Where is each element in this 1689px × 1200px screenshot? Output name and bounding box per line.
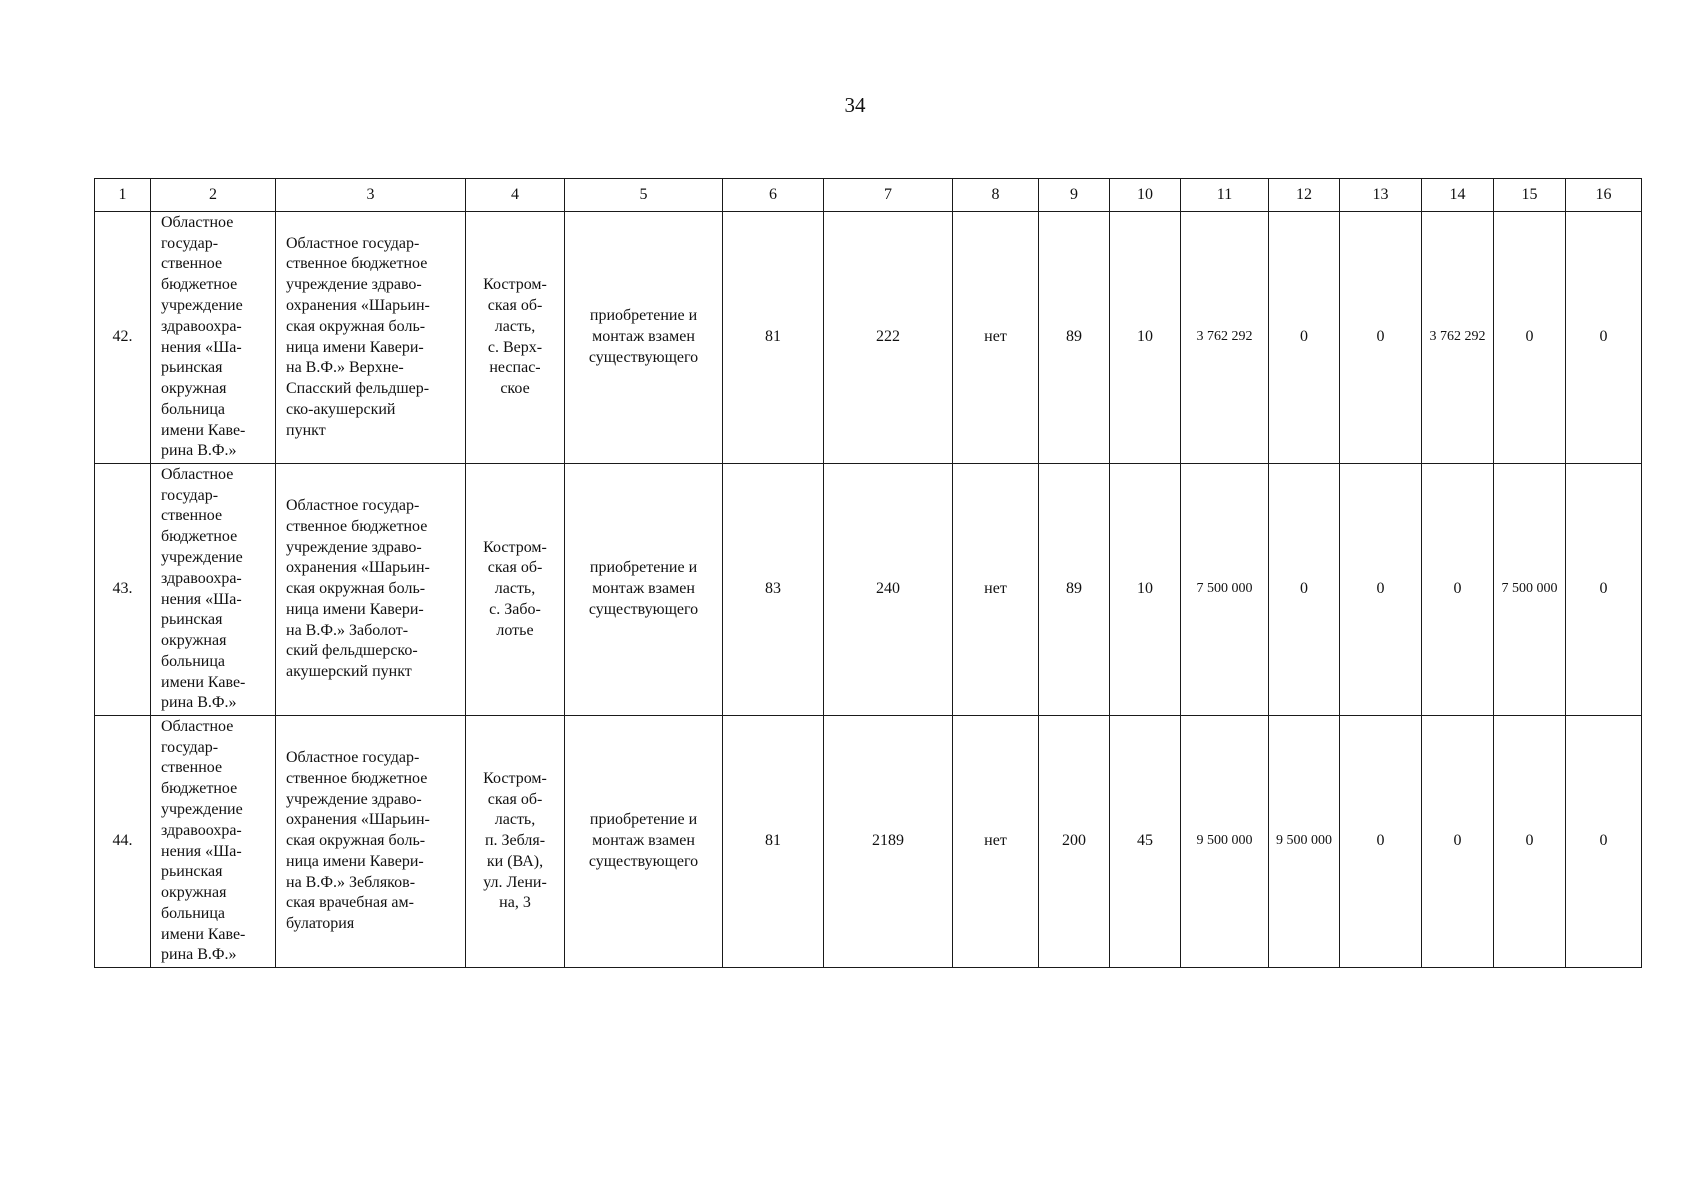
table-row	[95, 716, 1642, 968]
header-cell: 10	[1110, 179, 1181, 212]
amount-cell-14	[1422, 716, 1494, 968]
value-cell-9-text: 89	[1066, 328, 1082, 346]
address-cell	[466, 716, 565, 968]
organization-cell-text: Областное государ- ственное бюджетное учреждение здравоохра- нения «Ша- рьинская окружная больница имени Каве- рина В.Ф.»	[161, 213, 246, 460]
amount-cell-13-text: 0	[1376, 580, 1385, 598]
organization-cell-text: Областное государ- ственное бюджетное учреждение здравоохра- нения «Ша- рьинская окружная больница имени Каве- рина В.Ф.»	[161, 465, 246, 712]
header-cell: 13	[1340, 179, 1422, 212]
amount-cell-16-text: 0	[1599, 328, 1608, 346]
row-number-cell-text: 44.	[112, 832, 133, 850]
organization-cell	[151, 212, 276, 464]
action-cell	[565, 464, 723, 716]
table-row	[95, 464, 1642, 716]
amount-cell-16	[1566, 464, 1642, 716]
amount-cell-16	[1566, 212, 1642, 464]
value-cell-10	[1110, 212, 1181, 464]
value-cell-8	[953, 212, 1039, 464]
action-cell-text: приобретение и монтаж взамен существующего	[588, 307, 699, 366]
address-cell	[466, 464, 565, 716]
row-number-cell	[95, 716, 151, 968]
facility-cell	[276, 716, 466, 968]
organization-cell	[151, 716, 276, 968]
facility-cell-text: Областное государ- ственное бюджетное учреждение здраво- охранения «Шарьин- ская окружная боль- ница имени Кавери- на В.Ф.» Верхне- Спасский фельдшер- ско-акушерский пункт	[286, 234, 430, 439]
address-cell-text: Костром- ская об- ласть, с. Верх- неспас- ское	[483, 276, 547, 398]
value-cell-9-text: 200	[1062, 832, 1086, 850]
value-cell-6-text: 81	[765, 832, 781, 850]
address-cell-text: Костром- ская об- ласть, п. Зебля- ки (ВА), ул. Лени- на, 3	[483, 769, 547, 912]
header-cell: 9	[1039, 179, 1110, 212]
action-cell-text: приобретение и монтаж взамен существующего	[588, 811, 699, 870]
row-number-cell-text: 43.	[112, 580, 133, 598]
amount-cell-16-text: 0	[1599, 832, 1608, 850]
table-row	[95, 212, 1642, 464]
amount-cell-15	[1494, 212, 1566, 464]
row-number-cell	[95, 212, 151, 464]
organization-cell-text: Областное государ- ственное бюджетное учреждение здравоохра- нения «Ша- рьинская окружная больница имени Каве- рина В.Ф.»	[161, 717, 246, 964]
amount-cell-12	[1269, 716, 1340, 968]
value-cell-8	[953, 716, 1039, 968]
header-row	[95, 179, 1642, 212]
value-cell-10	[1110, 716, 1181, 968]
value-cell-6-text: 81	[765, 328, 781, 346]
header-cell: 4	[466, 179, 565, 212]
amount-cell-11-text: 9 500 000	[1196, 833, 1253, 849]
header-cell: 11	[1181, 179, 1269, 212]
page-number: 34	[844, 93, 866, 117]
row-number-cell-text: 42.	[112, 328, 133, 346]
value-cell-10-text: 45	[1137, 832, 1153, 850]
amount-cell-11	[1181, 212, 1269, 464]
value-cell-10-text: 10	[1137, 328, 1153, 346]
value-cell-8	[953, 464, 1039, 716]
value-cell-10	[1110, 464, 1181, 716]
value-cell-7	[824, 716, 953, 968]
value-cell-6-text: 83	[765, 580, 781, 598]
amount-cell-15	[1494, 464, 1566, 716]
action-cell-text: приобретение и монтаж взамен существующего	[588, 559, 699, 618]
value-cell-6	[723, 212, 824, 464]
facility-cell	[276, 464, 466, 716]
header-cell: 15	[1494, 179, 1566, 212]
address-cell	[466, 212, 565, 464]
amount-cell-12	[1269, 464, 1340, 716]
amount-cell-11	[1181, 464, 1269, 716]
header-cell: 12	[1269, 179, 1340, 212]
amount-cell-16-text: 0	[1599, 580, 1608, 598]
address-cell-text: Костром- ская об- ласть, с. Забо- лотье	[483, 538, 547, 639]
action-cell	[565, 212, 723, 464]
amount-cell-15	[1494, 716, 1566, 968]
amount-cell-12-text: 9 500 000	[1276, 833, 1332, 849]
header-cell: 2	[151, 179, 276, 212]
header-cell: 3	[276, 179, 466, 212]
amount-cell-14-text: 0	[1453, 832, 1462, 850]
value-cell-9-text: 89	[1066, 580, 1082, 598]
value-cell-8-text: нет	[984, 328, 1007, 346]
amount-cell-12	[1269, 212, 1340, 464]
header-cell: 6	[723, 179, 824, 212]
value-cell-8-text: нет	[984, 580, 1007, 598]
value-cell-7-text: 2189	[872, 832, 904, 850]
amount-cell-14-text: 0	[1453, 580, 1462, 598]
data-table	[94, 178, 1642, 968]
amount-cell-11	[1181, 716, 1269, 968]
facility-cell-text: Областное государ- ственное бюджетное учреждение здраво- охранения «Шарьин- ская окружная боль- ница имени Кавери- на В.Ф.» Зебляков- ская врачебная ам- булатория	[286, 748, 430, 933]
amount-cell-13-text: 0	[1376, 328, 1385, 346]
amount-cell-13	[1340, 716, 1422, 968]
header-cell: 16	[1566, 179, 1642, 212]
value-cell-10-text: 10	[1137, 580, 1153, 598]
facility-cell-text: Областное государ- ственное бюджетное учреждение здраво- охранения «Шарьин- ская окружная боль- ница имени Кавери- на В.Ф.» Заболот- ский фельдшерско- акушерский пункт	[286, 496, 430, 681]
amount-cell-14	[1422, 212, 1494, 464]
table-body	[95, 212, 1642, 968]
header-cell: 1	[95, 179, 151, 212]
header-cell: 8	[953, 179, 1039, 212]
organization-cell	[151, 464, 276, 716]
amount-cell-14	[1422, 464, 1494, 716]
value-cell-9	[1039, 212, 1110, 464]
value-cell-8-text: нет	[984, 832, 1007, 850]
header-cell: 7	[824, 179, 953, 212]
amount-cell-14-text: 3 762 292	[1429, 329, 1486, 345]
amount-cell-13-text: 0	[1376, 832, 1385, 850]
amount-cell-15-text: 0	[1525, 328, 1534, 346]
amount-cell-15-text: 0	[1525, 832, 1534, 850]
amount-cell-11-text: 3 762 292	[1196, 329, 1253, 345]
value-cell-7	[824, 464, 953, 716]
value-cell-7-text: 222	[876, 328, 900, 346]
header-cell: 5	[565, 179, 723, 212]
value-cell-6	[723, 716, 824, 968]
value-cell-7	[824, 212, 953, 464]
amount-cell-16	[1566, 716, 1642, 968]
amount-cell-11-text: 7 500 000	[1196, 581, 1253, 597]
header-cell: 14	[1422, 179, 1494, 212]
value-cell-9	[1039, 716, 1110, 968]
value-cell-6	[723, 464, 824, 716]
amount-cell-12-text: 0	[1300, 328, 1308, 346]
action-cell	[565, 716, 723, 968]
amount-cell-15-text: 7 500 000	[1501, 581, 1558, 597]
amount-cell-13	[1340, 212, 1422, 464]
row-number-cell	[95, 464, 151, 716]
value-cell-7-text: 240	[876, 580, 900, 598]
amount-cell-12-text: 0	[1300, 580, 1308, 598]
amount-cell-13	[1340, 464, 1422, 716]
facility-cell	[276, 212, 466, 464]
value-cell-9	[1039, 464, 1110, 716]
